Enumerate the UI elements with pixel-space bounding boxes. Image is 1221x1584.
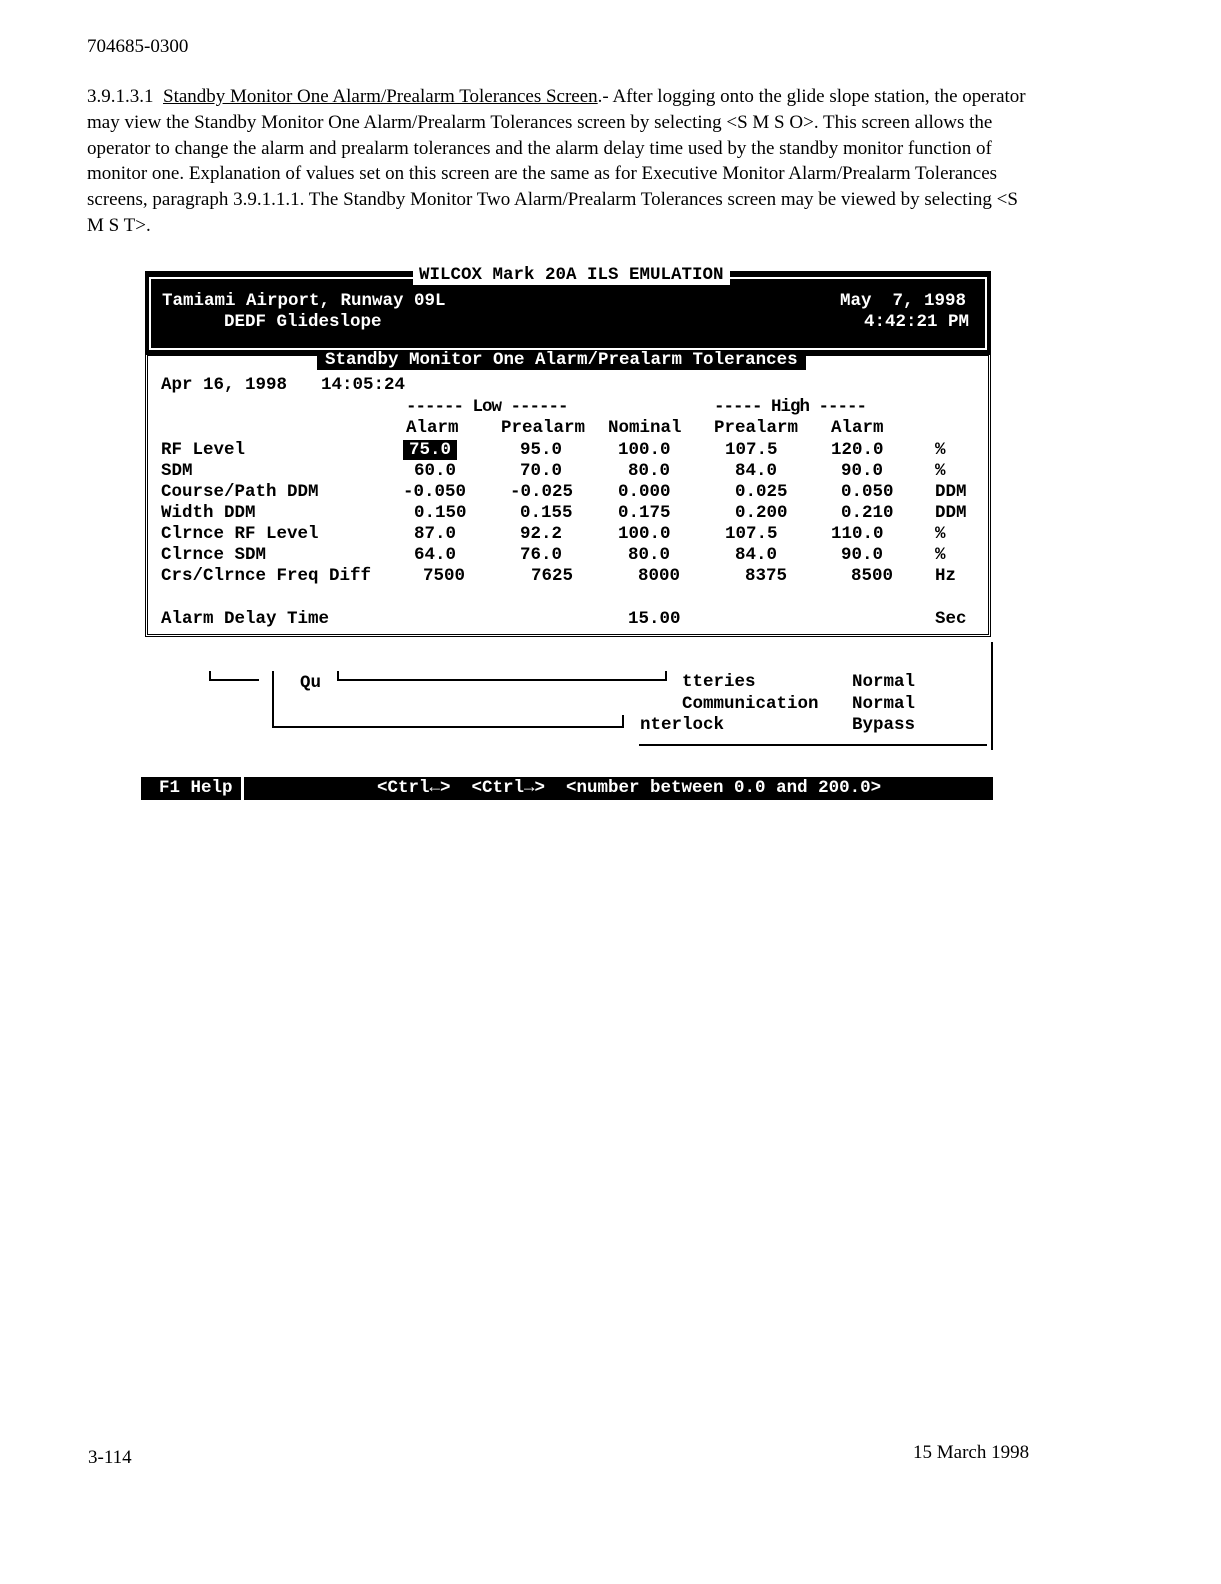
- status-label: tteries: [682, 672, 756, 692]
- header-date: May 7, 1998: [840, 291, 967, 311]
- value-field[interactable]: 84.0: [735, 545, 778, 565]
- section-body: .- After logging onto the glide slope station, the operator may view the Standby Monitor One Alarm/Prealarm Tolerances screen by selecting <S M S O>. This screen allows the operator to change the alarm and prealarm tolerances and the alarm delay time used by the standby monitor function of monitor one. Explanation of values set on this screen are the same as for Executive Monitor Alarm/Prealarm Tolerances screens, paragraph 3.9.1.1.1. The Standby Monitor Two Alarm/Prealarm Tolerances screen may be viewed by selecting <S M S T>.: [87, 86, 1026, 236]
- alarm-delay-unit: Sec: [935, 609, 967, 629]
- status-value: Normal: [852, 672, 916, 692]
- value-field[interactable]: 76.0: [520, 545, 563, 565]
- footer-hint: <Ctrl←> <Ctrl→> <number between 0.0 and 200.0>: [377, 778, 882, 798]
- document-id: 704685-0300: [87, 36, 189, 57]
- row-label: Clrnce RF Level: [161, 524, 319, 544]
- unit-label: %: [935, 545, 946, 565]
- header-time: 4:42:21 PM: [864, 312, 970, 332]
- section-number: 3.9.1.3.1: [87, 86, 154, 107]
- overlay-line: [665, 671, 667, 681]
- row-label: RF Level: [161, 440, 246, 460]
- value-field[interactable]: 0.000: [618, 482, 671, 502]
- overlay-line: [272, 671, 274, 728]
- col-low-prealarm: Prealarm: [501, 418, 586, 438]
- value-field[interactable]: 100.0: [618, 440, 671, 460]
- value-field[interactable]: 60.0: [414, 461, 457, 481]
- col-high-prealarm: Prealarm: [714, 418, 799, 438]
- page-date: 15 March 1998: [913, 1442, 1030, 1463]
- status-label: Communication: [682, 694, 819, 714]
- value-field[interactable]: 0.025: [735, 482, 788, 502]
- selected-value-field[interactable]: 75.0: [403, 440, 457, 460]
- value-field[interactable]: 0.200: [735, 503, 788, 523]
- value-field[interactable]: 8000: [638, 566, 681, 586]
- unit-label: Hz: [935, 566, 957, 586]
- value-field[interactable]: 87.0: [414, 524, 457, 544]
- value-field[interactable]: 64.0: [414, 545, 457, 565]
- unit-label: DDM: [935, 503, 967, 523]
- value-field[interactable]: -0.025: [510, 482, 574, 502]
- unit-label: %: [935, 524, 946, 544]
- body-paragraph: [87, 84, 1037, 239]
- value-field[interactable]: 70.0: [520, 461, 563, 481]
- low-group-label: ------ Low ------: [406, 397, 568, 417]
- value-field[interactable]: 0.050: [841, 482, 894, 502]
- value-field[interactable]: 95.0: [520, 440, 563, 460]
- overlay-line: [272, 726, 622, 728]
- unit-label: DDM: [935, 482, 967, 502]
- footer-bar: [141, 777, 993, 800]
- value-field[interactable]: 8375: [745, 566, 788, 586]
- value-field[interactable]: 0.210: [841, 503, 894, 523]
- value-field[interactable]: 80.0: [628, 545, 671, 565]
- status-fragment: Qu: [300, 673, 322, 693]
- overlay-line: [622, 715, 624, 728]
- unit-label: %: [935, 461, 946, 481]
- value-field[interactable]: 92.2: [520, 524, 563, 544]
- tolerances-title: Standby Monitor One Alarm/Prealarm Tolerances: [317, 350, 806, 370]
- screen-header: [145, 265, 991, 355]
- value-field[interactable]: 80.0: [628, 461, 671, 481]
- value-field[interactable]: 90.0: [841, 545, 884, 565]
- value-field[interactable]: 7625: [531, 566, 574, 586]
- value-field[interactable]: 8500: [851, 566, 894, 586]
- status-value: Normal: [852, 694, 916, 714]
- tolerances-date: Apr 16, 1998: [161, 375, 288, 395]
- airport-runway: Tamiami Airport, Runway 09L: [162, 291, 446, 311]
- terminal-screen: [139, 266, 995, 800]
- row-label: Width DDM: [161, 503, 256, 523]
- status-value: Bypass: [852, 715, 916, 735]
- value-field[interactable]: 107.5: [725, 524, 778, 544]
- value-field[interactable]: 0.150: [414, 503, 467, 523]
- overlay-line: [337, 679, 667, 681]
- screen-title: WILCOX Mark 20A ILS EMULATION: [413, 265, 730, 285]
- value-field[interactable]: 110.0: [831, 524, 884, 544]
- col-high-alarm: Alarm: [831, 418, 884, 438]
- page-number: 3-114: [88, 1447, 132, 1468]
- help-key[interactable]: F1 Help: [151, 777, 244, 800]
- col-low-alarm: Alarm: [406, 418, 459, 438]
- value-field[interactable]: 0.175: [618, 503, 671, 523]
- value-field[interactable]: 120.0: [831, 440, 884, 460]
- alarm-delay-value[interactable]: 15.00: [628, 609, 681, 629]
- row-label: Clrnce SDM: [161, 545, 267, 565]
- value-field[interactable]: 84.0: [735, 461, 778, 481]
- section-title: Standby Monitor One Alarm/Prealarm Tolerances Screen: [163, 86, 598, 107]
- value-field[interactable]: -0.050: [403, 482, 467, 502]
- station-name: DEDF Glideslope: [224, 312, 382, 332]
- col-nominal: Nominal: [608, 418, 682, 438]
- overlay-line: [209, 679, 259, 681]
- value-field[interactable]: 7500: [423, 566, 466, 586]
- status-underline: [639, 744, 987, 746]
- row-label: Course/Path DDM: [161, 482, 319, 502]
- value-field[interactable]: 107.5: [725, 440, 778, 460]
- row-label: Crs/Clrnce Freq Diff: [161, 566, 372, 586]
- value-field[interactable]: 90.0: [841, 461, 884, 481]
- alarm-delay-label: Alarm Delay Time: [161, 609, 330, 629]
- value-field[interactable]: 0.155: [520, 503, 573, 523]
- high-group-label: ----- High -----: [714, 397, 867, 417]
- row-label: SDM: [161, 461, 193, 481]
- overlay-line: [209, 671, 211, 681]
- value-field[interactable]: 100.0: [618, 524, 671, 544]
- status-label: nterlock: [640, 715, 725, 735]
- overlay-line: [337, 671, 339, 681]
- tolerances-time: 14:05:24: [321, 375, 406, 395]
- unit-label: %: [935, 440, 946, 460]
